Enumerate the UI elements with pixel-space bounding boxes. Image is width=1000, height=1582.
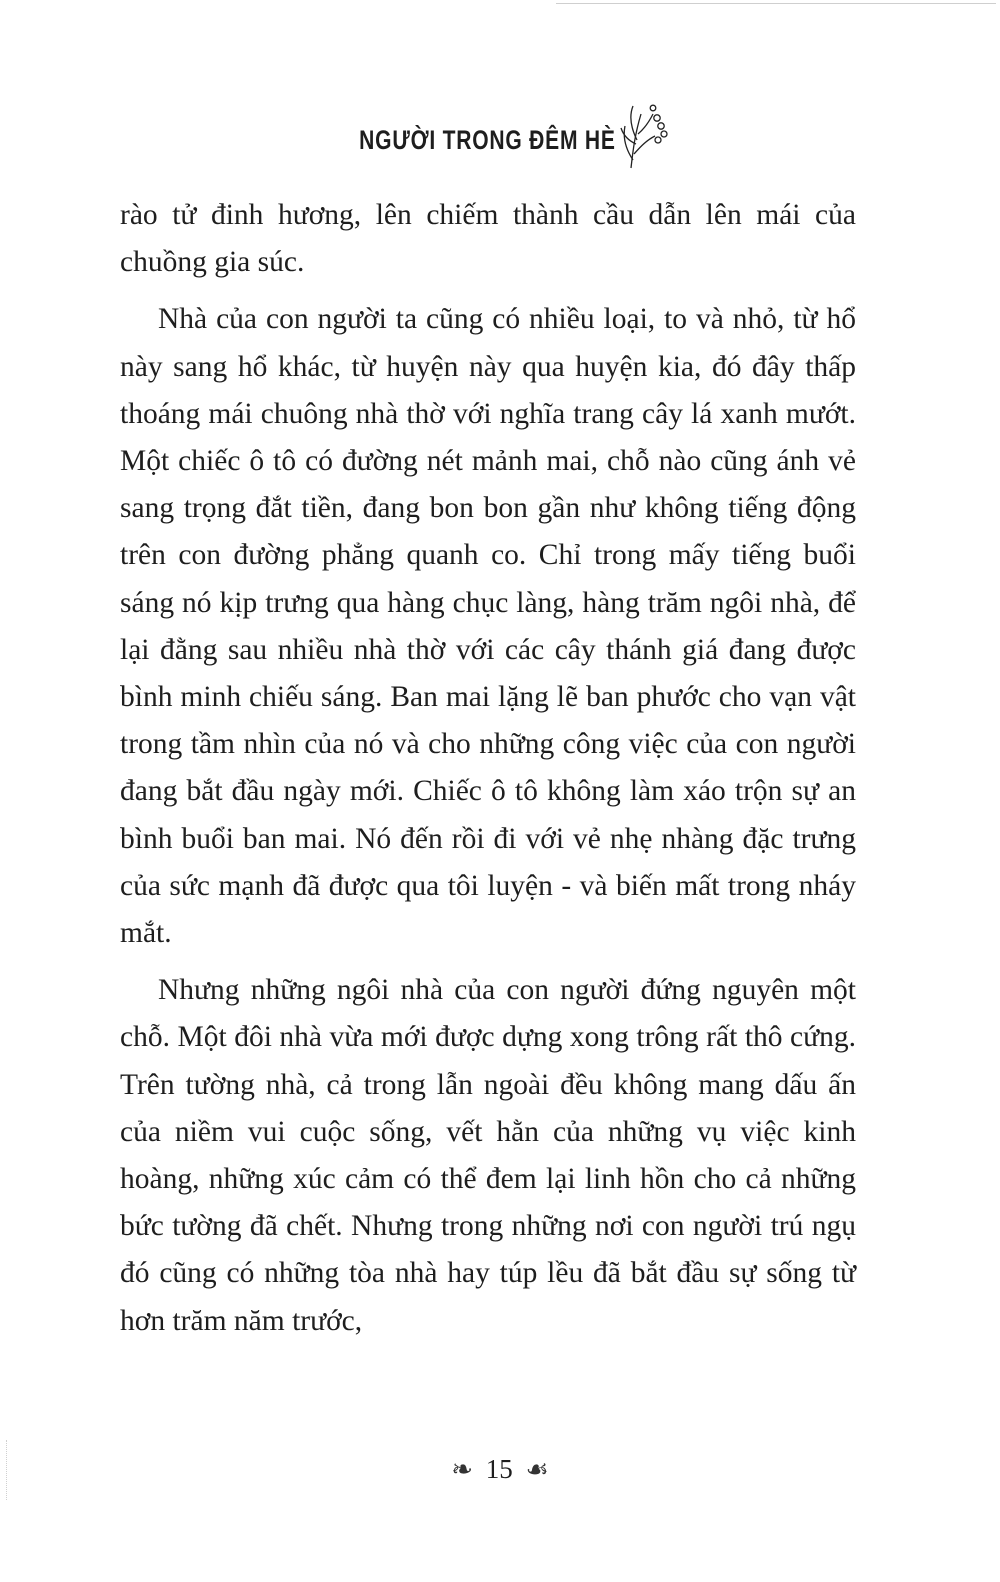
paragraph-2: Nhà của con người ta cũng có nhiều loại, to và nhỏ, từ hổ này sang hổ khác, từ huyện này qua huyện kia, đó đây thấp thoáng mái chuông nhà thờ với nghĩa trang cây lá xanh mướt. Một chiếc ô tô có đường nét mảnh mai, chỗ nào cũng ánh vẻ sang trọng đắt tiền, đang bon bon gần như không tiếng động trên con đường phẳng quanh co. Chỉ trong mấy tiếng buổi sáng nó kịp trưng qua hàng chục làng, hàng trăm ngôi nhà, để lại đằng sau nhiều nhà thờ với các cây thánh giá đang được bình minh chiếu sáng. Ban mai lặng lẽ ban phước cho vạn vật trong tầm nhìn của nó và cho những công việc của con người đang bắt đầu ngày mới. Chiếc ô tô không làm xáo trộn sự an bình buổi ban mai. Nó đến rồi đi với vẻ nhẹ nhàng đặc trưng của sức mạnh đã được qua tôi luyện - và biến mất trong nháy mắt.: [120, 303, 856, 950]
paragraph-1: rào tử đinh hương, lên chiếm thành cầu dẫn lên mái của chuồng gia súc.: [120, 199, 856, 279]
running-title: NGƯỜI TRONG ĐÊM HÈ: [358, 124, 616, 155]
scan-edge-line: [556, 3, 996, 4]
sprig-icon: [617, 100, 677, 170]
body-text: [120, 192, 856, 1355]
page-number: 15: [485, 1454, 513, 1484]
left-ornament-icon: ❧: [451, 1455, 473, 1484]
paragraph-3: Nhưng những ngôi nhà của con người đứng nguyên một chỗ. Một đôi nhà vừa mới được dựng xong trông rất thô cứng. Trên tường nhà, cả trong lẫn ngoài đều không mang dấu ấn của niềm vui cuộc sống, vết hằn của những vụ việc kinh hoàng, những xúc cảm có thể đem lại linh hồn cho cả những bức tường đã chết. Nhưng trong những nơi con người trú ngụ đó cũng có những tòa nhà hay túp lều đã bắt đầu sự sống từ hơn trăm năm trước,: [120, 974, 856, 1337]
running-header: [0, 100, 1000, 170]
page-footer: [0, 1454, 1000, 1485]
right-ornament-icon: ☙: [525, 1455, 549, 1484]
